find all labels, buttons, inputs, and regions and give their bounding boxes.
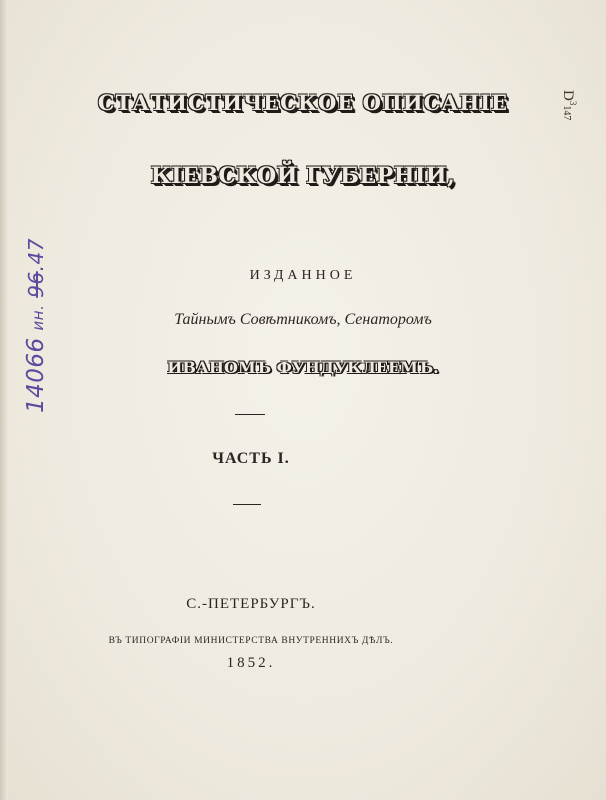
divider-rule-2: [233, 504, 261, 505]
stamp-abbr: ин.: [29, 304, 47, 331]
title-line-2: КІЕВСКОЙ ГУБЕРНІИ,: [150, 163, 456, 189]
stamp-value: .47: [24, 238, 48, 272]
shelfmark-number: 147: [561, 105, 572, 121]
shelfmark-annotation: [518, 90, 578, 120]
page-gutter: [0, 0, 8, 800]
imprint-year: 1852.: [226, 655, 276, 671]
imprint-printer: ВЪ ТИПОГРАФІИ МИНИСТЕРСТВА ВНУТРЕННИХЪ ДѢЛЪ.: [108, 636, 394, 646]
title-line-1: СТАТИСТИЧЕСКОЕ ОПИСАНІЕ: [97, 90, 509, 115]
volume-part: ЧАСТЬ I.: [212, 450, 290, 467]
stamp-struck-value: 96: [24, 271, 48, 298]
library-stamp-handwriting: [23, 238, 49, 413]
author-name: ИВАНОМЪ ФУНДУКЛЕЕМЪ.: [167, 358, 439, 377]
shelfmark-letter: D: [560, 90, 576, 101]
shelfmark-super: 3: [568, 100, 578, 106]
stamp-number: 14066: [23, 337, 49, 413]
divider-rule-1: [235, 414, 265, 415]
published-label: ИЗДАННОЕ: [249, 268, 357, 283]
imprint-city: С.-ПЕТЕРБУРГЪ.: [186, 596, 316, 612]
author-titles: Тайнымъ Совѣтникомъ, Сенаторомъ: [174, 311, 432, 328]
